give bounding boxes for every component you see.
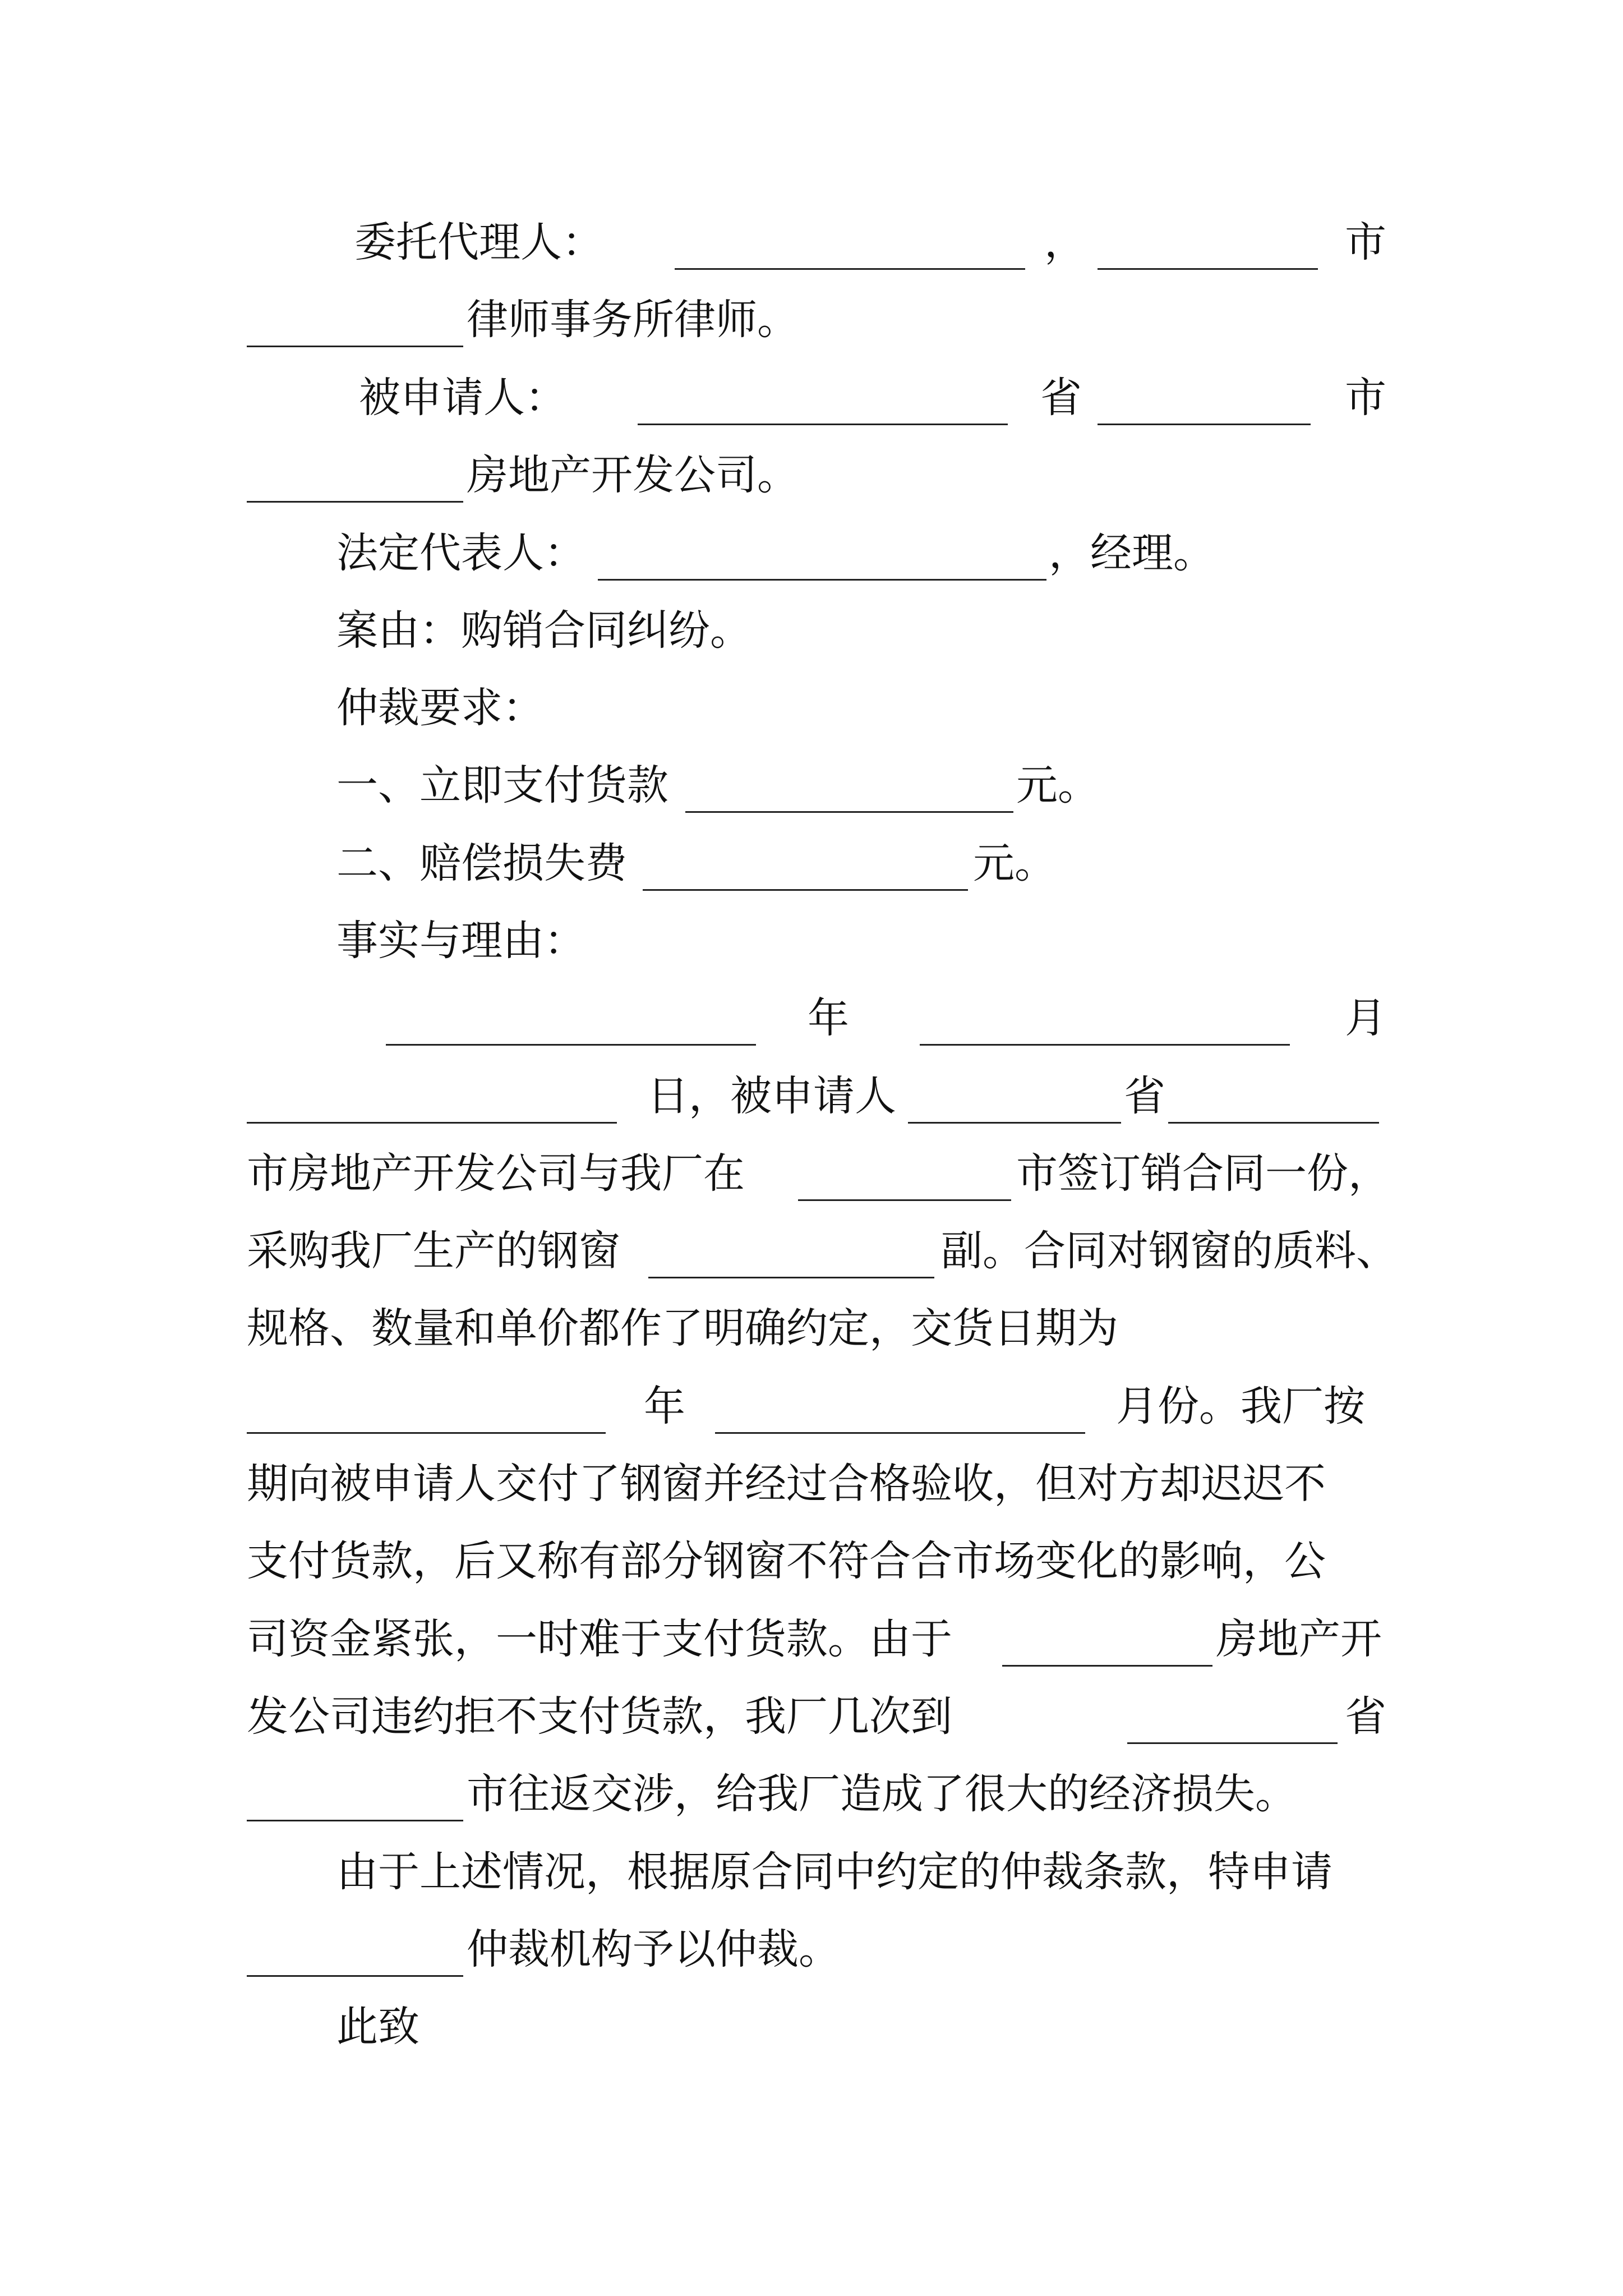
- blank-agent-city[interactable]: [1098, 268, 1318, 270]
- respondent-label: 被申请人：: [359, 374, 566, 422]
- line-cause: [0, 591, 1623, 670]
- request-2-text: 仲裁机构予以仲裁。: [467, 1925, 840, 1973]
- blank-delivery-month[interactable]: [715, 1432, 1085, 1434]
- line-facts-2: [0, 1057, 1623, 1135]
- blank-sign-city[interactable]: [798, 1199, 1011, 1201]
- blank-respondent-city[interactable]: [1098, 424, 1311, 425]
- agent-city-suffix: 市: [1345, 218, 1386, 266]
- demand-2-text: 二、赔偿损失费: [336, 839, 627, 887]
- line-agent-cont: [0, 280, 1623, 359]
- blank-visit-province[interactable]: [1127, 1742, 1338, 1744]
- facts-6-suffix: 月份。我厂按: [1116, 1382, 1365, 1430]
- blank-legal-rep[interactable]: [598, 579, 1046, 581]
- line-facts-7: [0, 1444, 1623, 1523]
- line-respondent-cont: [0, 436, 1623, 514]
- facts-heading: 事实与理由：: [336, 917, 585, 965]
- respondent-province-suffix: 省: [1040, 374, 1082, 422]
- blank-law-firm[interactable]: [247, 346, 463, 347]
- line-request-2: [0, 1910, 1623, 1989]
- blank-payment-amount[interactable]: [685, 811, 1013, 813]
- line-demand-2: [0, 824, 1623, 903]
- facts-6-year: 年: [644, 1382, 685, 1430]
- line-demand-1: [0, 746, 1623, 825]
- facts-5-text: 规格、数量和单价都作了明确约定，交货日期为: [247, 1304, 1118, 1352]
- blank-visit-city[interactable]: [247, 1820, 463, 1821]
- blank-sign-month[interactable]: [920, 1044, 1290, 1046]
- facts-3-text: 市房地产开发公司与我厂在: [247, 1149, 745, 1198]
- line-facts-5: [0, 1289, 1623, 1368]
- line-respondent: [0, 358, 1623, 437]
- blank-loss-amount[interactable]: [643, 889, 968, 891]
- demand-1-text: 一、立即支付货款: [336, 761, 668, 809]
- facts-4-text: 采购我厂生产的钢窗: [247, 1227, 620, 1275]
- line-request-1: [0, 1833, 1623, 1911]
- line-facts-3: [0, 1134, 1623, 1213]
- line-facts-6: [0, 1367, 1623, 1446]
- line-facts-10: [0, 1677, 1623, 1756]
- line-legal-rep: [0, 514, 1623, 592]
- line-facts-8: [0, 1522, 1623, 1600]
- agent-label: 委托代理人：: [354, 218, 603, 266]
- facts-7-text: 期向被申请人交付了钢窗并经过合格验收，但对方却迟迟不: [247, 1460, 1326, 1508]
- line-facts-heading: [0, 901, 1623, 980]
- facts-10-text: 发公司违约拒不支付货款，我厂几次到: [247, 1692, 952, 1741]
- line-closing: [0, 1987, 1623, 2066]
- facts-1-year: 年: [808, 994, 849, 1042]
- blank-sign-day[interactable]: [247, 1122, 617, 1124]
- demands-heading: 仲裁要求：: [336, 684, 544, 732]
- facts-11-text: 市往返交涉，给我厂造成了很大的经济损失。: [467, 1770, 1297, 1818]
- facts-2-text: 日，被申请人: [647, 1072, 896, 1120]
- blank-window-quantity[interactable]: [648, 1277, 934, 1278]
- blank-sign-year[interactable]: [386, 1044, 756, 1046]
- blank-respondent-province-2[interactable]: [908, 1122, 1121, 1124]
- line-demands-heading: [0, 669, 1623, 747]
- facts-1-month: 月: [1345, 994, 1386, 1042]
- facts-4-suffix: 副。合同对钢窗的质料、: [941, 1227, 1398, 1275]
- line-facts-11: [0, 1755, 1623, 1833]
- legal-rep-suffix: ，经理。: [1049, 529, 1215, 577]
- respondent-city-suffix: 市: [1345, 374, 1386, 422]
- blank-agent-name[interactable]: [675, 268, 1025, 270]
- line-agent: [0, 203, 1623, 282]
- legal-rep-label: 法定代表人：: [336, 529, 585, 577]
- cause-text: 案由：购销合同纠纷。: [336, 606, 751, 655]
- blank-respondent-city-2[interactable]: [1168, 1122, 1379, 1124]
- facts-9-suffix: 房地产开: [1216, 1615, 1382, 1663]
- blank-delivery-year[interactable]: [247, 1432, 606, 1434]
- line-facts-1: [0, 979, 1623, 1057]
- facts-3-suffix: 市签订销合同一份，: [1016, 1149, 1390, 1198]
- blank-respondent-province[interactable]: [638, 424, 1008, 425]
- line-facts-9: [0, 1600, 1623, 1678]
- facts-8-text: 支付货款，后又称有部分钢窗不符合合市场变化的影响，公: [247, 1537, 1326, 1585]
- agent-cont-text: 律师事务所律师。: [467, 296, 799, 344]
- blank-company-name[interactable]: [1002, 1665, 1212, 1667]
- facts-9-text: 司资金紧张，一时难于支付货款。由于: [247, 1615, 952, 1663]
- closing-text: 此致: [336, 2003, 419, 2051]
- demand-1-suffix: 元。: [1016, 761, 1099, 809]
- blank-respondent-company[interactable]: [247, 501, 463, 503]
- request-1-text: 由于上述情况，根据原合同中约定的仲裁条款，特申请: [336, 1848, 1332, 1896]
- agent-comma: ，: [1044, 218, 1086, 266]
- facts-10-suffix: 省: [1345, 1692, 1386, 1741]
- respondent-cont-text: 房地产开发公司。: [467, 451, 799, 499]
- demand-2-suffix: 元。: [973, 839, 1056, 887]
- line-facts-4: [0, 1212, 1623, 1290]
- blank-arbitration-body[interactable]: [247, 1975, 463, 1977]
- facts-2-province: 省: [1124, 1072, 1165, 1120]
